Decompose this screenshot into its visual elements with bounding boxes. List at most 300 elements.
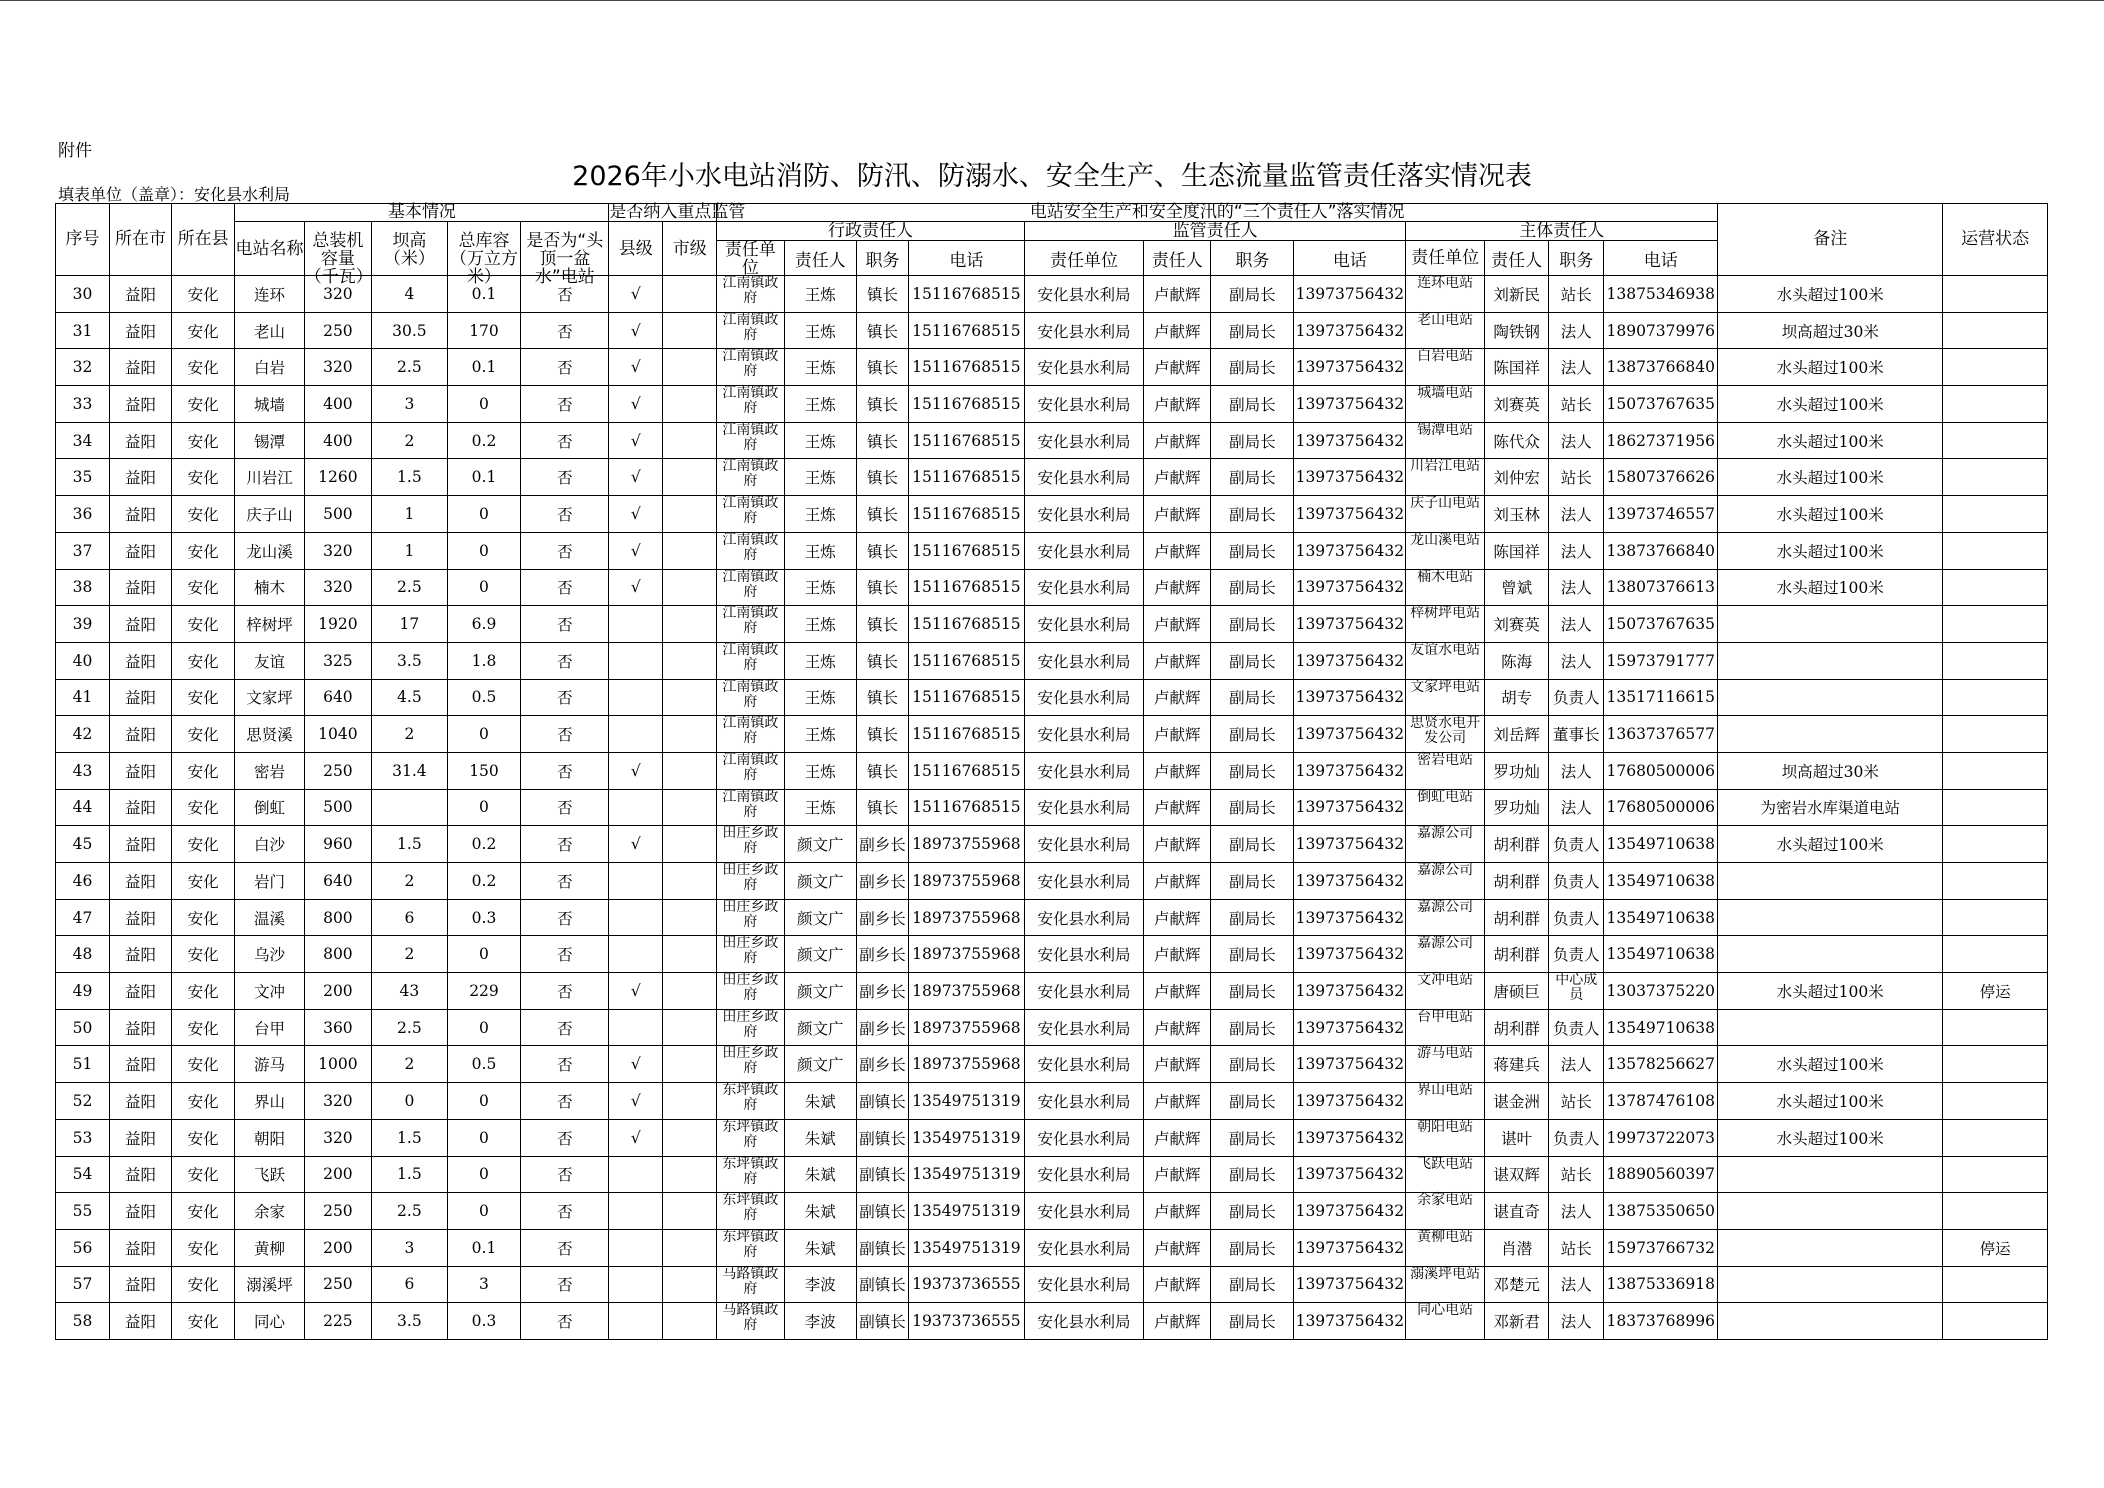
cell-supervise-unit: 安化县水利局 — [1024, 496, 1143, 533]
cell-main-unit: 朝阳电站 — [1406, 1119, 1485, 1156]
cell-supervise-position: 副局长 — [1211, 826, 1294, 863]
cell-supervise-phone: 13973756432 — [1294, 276, 1406, 313]
cell-seq: 31 — [56, 312, 110, 349]
cell-county: 安化 — [172, 1303, 235, 1340]
cell-capacity: 640 — [304, 863, 371, 900]
cell-supervise-position: 副局长 — [1211, 1193, 1294, 1230]
cell-main-phone: 13549710638 — [1604, 1009, 1718, 1046]
cell-admin-position: 镇长 — [857, 642, 909, 679]
table-row — [56, 679, 2048, 716]
cell-station-name: 老山 — [235, 312, 304, 349]
cell-capacity: 320 — [304, 349, 371, 386]
cell-admin-person: 朱斌 — [784, 1083, 857, 1120]
cell-admin-position: 副镇长 — [857, 1193, 909, 1230]
cell-admin-unit: 田庄乡政府 — [717, 973, 784, 1010]
cell-county-level: √ — [609, 349, 663, 386]
cell-supervise-position: 副局长 — [1211, 716, 1294, 753]
header-admin-unit: 责任单位 — [717, 241, 784, 276]
header-main-position: 职务 — [1549, 241, 1604, 276]
cell-top-basin: 否 — [521, 312, 609, 349]
cell-remark: 水头超过100米 — [1718, 532, 1943, 569]
cell-remark: 水头超过100米 — [1718, 973, 1943, 1010]
table-row — [56, 569, 2048, 606]
cell-seq: 41 — [56, 679, 110, 716]
cell-seq: 46 — [56, 863, 110, 900]
cell-supervise-phone: 13973756432 — [1294, 936, 1406, 973]
cell-main-unit: 嘉源公司 — [1406, 936, 1485, 973]
cell-supervise-person: 卢献辉 — [1144, 1119, 1211, 1156]
cell-city: 益阳 — [109, 936, 171, 973]
cell-main-phone: 17680500006 — [1604, 752, 1718, 789]
cell-city-level — [663, 1119, 717, 1156]
header-admin-position: 职务 — [857, 241, 909, 276]
cell-admin-position: 副乡长 — [857, 1046, 909, 1083]
cell-city-level — [663, 826, 717, 863]
cell-main-person: 陈国祥 — [1485, 349, 1549, 386]
cell-storage: 0 — [447, 936, 521, 973]
cell-main-phone: 13787476108 — [1604, 1083, 1718, 1120]
cell-admin-unit: 东坪镇政府 — [717, 1119, 784, 1156]
cell-main-position: 董事长 — [1549, 716, 1604, 753]
cell-status — [1943, 679, 2048, 716]
cell-admin-position: 镇长 — [857, 789, 909, 826]
header-capacity: 总装机容量（千瓦） — [304, 222, 371, 276]
cell-admin-phone: 18973755968 — [908, 1009, 1024, 1046]
cell-supervise-person: 卢献辉 — [1144, 459, 1211, 496]
cell-seq: 50 — [56, 1009, 110, 1046]
cell-supervise-position: 副局长 — [1211, 789, 1294, 826]
cell-city: 益阳 — [109, 899, 171, 936]
cell-status — [1943, 752, 2048, 789]
header-supervise: 监管责任人 — [1024, 222, 1405, 241]
cell-main-phone: 13807376613 — [1604, 569, 1718, 606]
cell-top-basin: 否 — [521, 532, 609, 569]
cell-main-person: 蒋建兵 — [1485, 1046, 1549, 1083]
cell-status — [1943, 312, 2048, 349]
cell-main-unit: 余家电站 — [1406, 1193, 1485, 1230]
cell-status — [1943, 496, 2048, 533]
cell-supervise-person: 卢献辉 — [1144, 936, 1211, 973]
table-row — [56, 752, 2048, 789]
cell-main-person: 刘赛英 — [1485, 386, 1549, 423]
cell-city: 益阳 — [109, 496, 171, 533]
cell-status — [1943, 459, 2048, 496]
cell-top-basin: 否 — [521, 789, 609, 826]
cell-main-unit: 密岩电站 — [1406, 752, 1485, 789]
cell-dam-height: 3.5 — [372, 642, 448, 679]
header-main: 主体责任人 — [1406, 222, 1718, 241]
cell-remark: 水头超过100米 — [1718, 569, 1943, 606]
cell-status — [1943, 826, 2048, 863]
table-row — [56, 459, 2048, 496]
header-status: 运营状态 — [1943, 204, 2048, 276]
cell-city-level — [663, 386, 717, 423]
table-row — [56, 1193, 2048, 1230]
cell-status — [1943, 1083, 2048, 1120]
cell-main-position: 站长 — [1549, 386, 1604, 423]
cell-admin-unit: 江南镇政府 — [717, 496, 784, 533]
top-border-line — [0, 0, 2104, 1]
cell-supervise-phone: 13973756432 — [1294, 1009, 1406, 1046]
cell-admin-unit: 江南镇政府 — [717, 422, 784, 459]
cell-main-phone: 13875346938 — [1604, 276, 1718, 313]
cell-admin-unit: 东坪镇政府 — [717, 1193, 784, 1230]
header-admin-phone: 电话 — [908, 241, 1024, 276]
cell-city-level — [663, 422, 717, 459]
cell-supervise-phone: 13973756432 — [1294, 1266, 1406, 1303]
header-main-phone: 电话 — [1604, 241, 1718, 276]
cell-dam-height: 2.5 — [372, 349, 448, 386]
cell-supervise-position: 副局长 — [1211, 936, 1294, 973]
cell-county-level: √ — [609, 422, 663, 459]
cell-status — [1943, 1303, 2048, 1340]
cell-county-level: √ — [609, 1119, 663, 1156]
cell-dam-height: 3 — [372, 386, 448, 423]
cell-main-unit: 飞跃电站 — [1406, 1156, 1485, 1193]
cell-capacity: 400 — [304, 422, 371, 459]
cell-city-level — [663, 863, 717, 900]
cell-supervise-person: 卢献辉 — [1144, 1046, 1211, 1083]
cell-supervise-person: 卢献辉 — [1144, 826, 1211, 863]
cell-dam-height: 1 — [372, 532, 448, 569]
cell-main-unit: 黄柳电站 — [1406, 1229, 1485, 1266]
cell-top-basin: 否 — [521, 459, 609, 496]
cell-admin-position: 副镇长 — [857, 1083, 909, 1120]
cell-admin-phone: 15116768515 — [908, 459, 1024, 496]
cell-capacity: 500 — [304, 496, 371, 533]
cell-admin-phone: 15116768515 — [908, 386, 1024, 423]
cell-supervise-unit: 安化县水利局 — [1024, 422, 1143, 459]
cell-main-phone: 15807376626 — [1604, 459, 1718, 496]
cell-main-unit: 思贤水电开发公司 — [1406, 716, 1485, 753]
cell-capacity: 250 — [304, 1193, 371, 1230]
cell-seq: 47 — [56, 899, 110, 936]
cell-storage: 0.5 — [447, 1046, 521, 1083]
cell-admin-unit: 江南镇政府 — [717, 312, 784, 349]
cell-main-phone: 13578256627 — [1604, 1046, 1718, 1083]
cell-admin-person: 王炼 — [784, 532, 857, 569]
cell-capacity: 250 — [304, 312, 371, 349]
cell-supervise-person: 卢献辉 — [1144, 276, 1211, 313]
cell-main-phone: 13549710638 — [1604, 826, 1718, 863]
cell-remark — [1718, 863, 1943, 900]
cell-city-level — [663, 789, 717, 826]
cell-city-level — [663, 642, 717, 679]
cell-admin-phone: 18973755968 — [908, 973, 1024, 1010]
cell-admin-phone: 15116768515 — [908, 606, 1024, 643]
cell-main-position: 负责人 — [1549, 899, 1604, 936]
cell-admin-phone: 15116768515 — [908, 532, 1024, 569]
cell-city: 益阳 — [109, 422, 171, 459]
cell-main-person: 胡利群 — [1485, 863, 1549, 900]
cell-admin-phone: 18973755968 — [908, 899, 1024, 936]
header-main-person: 责任人 — [1485, 241, 1549, 276]
cell-supervise-position: 副局长 — [1211, 1303, 1294, 1340]
cell-supervise-position: 副局长 — [1211, 1119, 1294, 1156]
cell-main-unit: 连环电站 — [1406, 276, 1485, 313]
cell-main-person: 胡利群 — [1485, 1009, 1549, 1046]
cell-main-unit: 溺溪坪电站 — [1406, 1266, 1485, 1303]
cell-main-phone: 13549710638 — [1604, 936, 1718, 973]
cell-city-level — [663, 936, 717, 973]
cell-city: 益阳 — [109, 1046, 171, 1083]
cell-city: 益阳 — [109, 1009, 171, 1046]
cell-supervise-position: 副局长 — [1211, 386, 1294, 423]
cell-top-basin: 否 — [521, 1009, 609, 1046]
cell-main-person: 陶铁钢 — [1485, 312, 1549, 349]
cell-county: 安化 — [172, 1009, 235, 1046]
cell-admin-person: 朱斌 — [784, 1193, 857, 1230]
cell-remark: 水头超过100米 — [1718, 459, 1943, 496]
cell-storage: 0.1 — [447, 459, 521, 496]
cell-storage: 0 — [447, 1193, 521, 1230]
cell-city-level — [663, 459, 717, 496]
cell-capacity: 1040 — [304, 716, 371, 753]
cell-admin-person: 王炼 — [784, 422, 857, 459]
cell-supervise-unit: 安化县水利局 — [1024, 1119, 1143, 1156]
cell-storage: 0 — [447, 496, 521, 533]
cell-main-person: 刘岳辉 — [1485, 716, 1549, 753]
cell-supervise-unit: 安化县水利局 — [1024, 679, 1143, 716]
cell-main-position: 法人 — [1549, 422, 1604, 459]
cell-supervise-phone: 13973756432 — [1294, 826, 1406, 863]
cell-status — [1943, 1266, 2048, 1303]
cell-main-unit: 龙山溪电站 — [1406, 532, 1485, 569]
cell-city-level — [663, 276, 717, 313]
cell-top-basin: 否 — [521, 899, 609, 936]
responsibility-table — [55, 203, 2048, 1340]
cell-remark: 水头超过100米 — [1718, 422, 1943, 459]
cell-top-basin: 否 — [521, 1119, 609, 1156]
cell-station-name: 密岩 — [235, 752, 304, 789]
cell-county-level: √ — [609, 459, 663, 496]
cell-station-name: 连环 — [235, 276, 304, 313]
cell-supervise-phone: 13973756432 — [1294, 532, 1406, 569]
cell-admin-position: 副乡长 — [857, 1009, 909, 1046]
cell-status — [1943, 569, 2048, 606]
cell-seq: 54 — [56, 1156, 110, 1193]
cell-capacity: 1920 — [304, 606, 371, 643]
cell-county-level — [609, 863, 663, 900]
cell-admin-position: 镇长 — [857, 569, 909, 606]
cell-city-level — [663, 532, 717, 569]
cell-supervise-unit: 安化县水利局 — [1024, 1266, 1143, 1303]
cell-seq: 49 — [56, 973, 110, 1010]
cell-station-name: 白岩 — [235, 349, 304, 386]
cell-admin-phone: 19373736555 — [908, 1303, 1024, 1340]
table-row — [56, 973, 2048, 1010]
cell-main-person: 刘赛英 — [1485, 606, 1549, 643]
cell-supervise-unit: 安化县水利局 — [1024, 349, 1143, 386]
cell-admin-phone: 15116768515 — [908, 276, 1024, 313]
cell-storage: 0.2 — [447, 422, 521, 459]
cell-supervise-phone: 13973756432 — [1294, 386, 1406, 423]
header-county-level: 县级 — [609, 222, 663, 276]
cell-station-name: 锡潭 — [235, 422, 304, 459]
cell-admin-person: 王炼 — [784, 276, 857, 313]
cell-county: 安化 — [172, 459, 235, 496]
cell-supervise-phone: 13973756432 — [1294, 459, 1406, 496]
cell-county: 安化 — [172, 679, 235, 716]
cell-supervise-unit: 安化县水利局 — [1024, 789, 1143, 826]
cell-admin-unit: 江南镇政府 — [717, 642, 784, 679]
cell-remark — [1718, 716, 1943, 753]
cell-main-phone: 17680500006 — [1604, 789, 1718, 826]
cell-county: 安化 — [172, 826, 235, 863]
cell-admin-phone: 15116768515 — [908, 422, 1024, 459]
table-row — [56, 312, 2048, 349]
cell-admin-position: 副乡长 — [857, 973, 909, 1010]
cell-status — [1943, 532, 2048, 569]
cell-capacity: 325 — [304, 642, 371, 679]
cell-top-basin: 否 — [521, 276, 609, 313]
cell-county-level — [609, 1156, 663, 1193]
cell-supervise-phone: 13973756432 — [1294, 1083, 1406, 1120]
cell-main-position: 法人 — [1549, 789, 1604, 826]
cell-county-level — [609, 679, 663, 716]
cell-main-person: 陈代众 — [1485, 422, 1549, 459]
cell-county: 安化 — [172, 606, 235, 643]
cell-supervise-unit: 安化县水利局 — [1024, 716, 1143, 753]
cell-admin-phone: 15116768515 — [908, 496, 1024, 533]
cell-main-position: 负责人 — [1549, 863, 1604, 900]
cell-dam-height: 3.5 — [372, 1303, 448, 1340]
cell-admin-position: 镇长 — [857, 349, 909, 386]
cell-supervise-unit: 安化县水利局 — [1024, 1229, 1143, 1266]
cell-main-phone: 18907379976 — [1604, 312, 1718, 349]
cell-city: 益阳 — [109, 1083, 171, 1120]
cell-dam-height: 2 — [372, 936, 448, 973]
cell-supervise-phone: 13973756432 — [1294, 642, 1406, 679]
cell-admin-position: 镇长 — [857, 386, 909, 423]
cell-dam-height: 1 — [372, 496, 448, 533]
cell-county-level — [609, 1193, 663, 1230]
cell-supervise-phone: 13973756432 — [1294, 496, 1406, 533]
cell-seq: 35 — [56, 459, 110, 496]
table-row — [56, 789, 2048, 826]
cell-top-basin: 否 — [521, 1193, 609, 1230]
cell-city: 益阳 — [109, 532, 171, 569]
cell-supervise-unit: 安化县水利局 — [1024, 1156, 1143, 1193]
cell-remark: 水头超过100米 — [1718, 1119, 1943, 1156]
cell-supervise-person: 卢献辉 — [1144, 1083, 1211, 1120]
cell-remark — [1718, 936, 1943, 973]
cell-remark: 水头超过100米 — [1718, 1046, 1943, 1083]
table-row — [56, 1266, 2048, 1303]
cell-main-person: 罗功灿 — [1485, 789, 1549, 826]
cell-supervise-phone: 13973756432 — [1294, 569, 1406, 606]
table-row — [56, 1046, 2048, 1083]
cell-capacity: 640 — [304, 679, 371, 716]
cell-admin-unit: 江南镇政府 — [717, 276, 784, 313]
cell-city: 益阳 — [109, 679, 171, 716]
cell-capacity: 800 — [304, 899, 371, 936]
cell-city: 益阳 — [109, 459, 171, 496]
cell-supervise-unit: 安化县水利局 — [1024, 532, 1143, 569]
cell-city-level — [663, 752, 717, 789]
cell-dam-height: 30.5 — [372, 312, 448, 349]
cell-station-name: 文冲 — [235, 973, 304, 1010]
cell-supervise-unit: 安化县水利局 — [1024, 752, 1143, 789]
cell-admin-position: 镇长 — [857, 459, 909, 496]
cell-top-basin: 否 — [521, 569, 609, 606]
cell-main-unit: 文家坪电站 — [1406, 679, 1485, 716]
cell-main-phone: 13875336918 — [1604, 1266, 1718, 1303]
cell-supervise-phone: 13973756432 — [1294, 1303, 1406, 1340]
header-admin-person: 责任人 — [784, 241, 857, 276]
cell-dam-height: 43 — [372, 973, 448, 1010]
cell-city: 益阳 — [109, 1229, 171, 1266]
cell-supervise-person: 卢献辉 — [1144, 312, 1211, 349]
cell-county: 安化 — [172, 386, 235, 423]
cell-supervise-unit: 安化县水利局 — [1024, 642, 1143, 679]
cell-county: 安化 — [172, 899, 235, 936]
cell-supervise-position: 副局长 — [1211, 1266, 1294, 1303]
cell-city: 益阳 — [109, 1266, 171, 1303]
table-body — [56, 276, 2048, 1340]
cell-supervise-person: 卢献辉 — [1144, 532, 1211, 569]
page-title: 2026年小水电站消防、防汛、防溺水、安全生产、生态流量监管责任落实情况表 — [572, 161, 1532, 192]
cell-supervise-position: 副局长 — [1211, 1083, 1294, 1120]
cell-supervise-unit: 安化县水利局 — [1024, 459, 1143, 496]
header-main-unit: 责任单位 — [1406, 241, 1485, 276]
cell-admin-person: 王炼 — [784, 569, 857, 606]
cell-supervise-position: 副局长 — [1211, 532, 1294, 569]
cell-city: 益阳 — [109, 642, 171, 679]
cell-seq: 30 — [56, 276, 110, 313]
cell-capacity: 200 — [304, 973, 371, 1010]
cell-seq: 38 — [56, 569, 110, 606]
cell-city: 益阳 — [109, 1156, 171, 1193]
cell-county: 安化 — [172, 1046, 235, 1083]
cell-main-unit: 楠木电站 — [1406, 569, 1485, 606]
header-supervise-position: 职务 — [1211, 241, 1294, 276]
cell-dam-height — [372, 789, 448, 826]
cell-admin-unit: 江南镇政府 — [717, 789, 784, 826]
cell-admin-position: 副乡长 — [857, 936, 909, 973]
cell-remark — [1718, 1009, 1943, 1046]
cell-admin-person: 王炼 — [784, 312, 857, 349]
cell-admin-unit: 田庄乡政府 — [717, 936, 784, 973]
table-row — [56, 496, 2048, 533]
cell-city-level — [663, 1193, 717, 1230]
cell-city: 益阳 — [109, 973, 171, 1010]
cell-station-name: 川岩江 — [235, 459, 304, 496]
cell-supervise-phone: 13973756432 — [1294, 312, 1406, 349]
cell-main-phone: 19973722073 — [1604, 1119, 1718, 1156]
table-row — [56, 899, 2048, 936]
cell-admin-person: 王炼 — [784, 459, 857, 496]
cell-supervise-unit: 安化县水利局 — [1024, 826, 1143, 863]
cell-seq: 45 — [56, 826, 110, 863]
cell-supervise-phone: 13973756432 — [1294, 422, 1406, 459]
cell-capacity: 250 — [304, 752, 371, 789]
cell-station-name: 文家坪 — [235, 679, 304, 716]
cell-top-basin: 否 — [521, 752, 609, 789]
cell-storage: 0 — [447, 1083, 521, 1120]
cell-supervise-unit: 安化县水利局 — [1024, 1009, 1143, 1046]
cell-main-position: 法人 — [1549, 752, 1604, 789]
cell-supervise-unit: 安化县水利局 — [1024, 973, 1143, 1010]
cell-main-unit: 倒虹电站 — [1406, 789, 1485, 826]
cell-storage: 229 — [447, 973, 521, 1010]
cell-county-level — [609, 789, 663, 826]
cell-main-person: 罗功灿 — [1485, 752, 1549, 789]
cell-main-person: 谌金洲 — [1485, 1083, 1549, 1120]
cell-seq: 44 — [56, 789, 110, 826]
cell-city-level — [663, 312, 717, 349]
cell-top-basin: 否 — [521, 973, 609, 1010]
